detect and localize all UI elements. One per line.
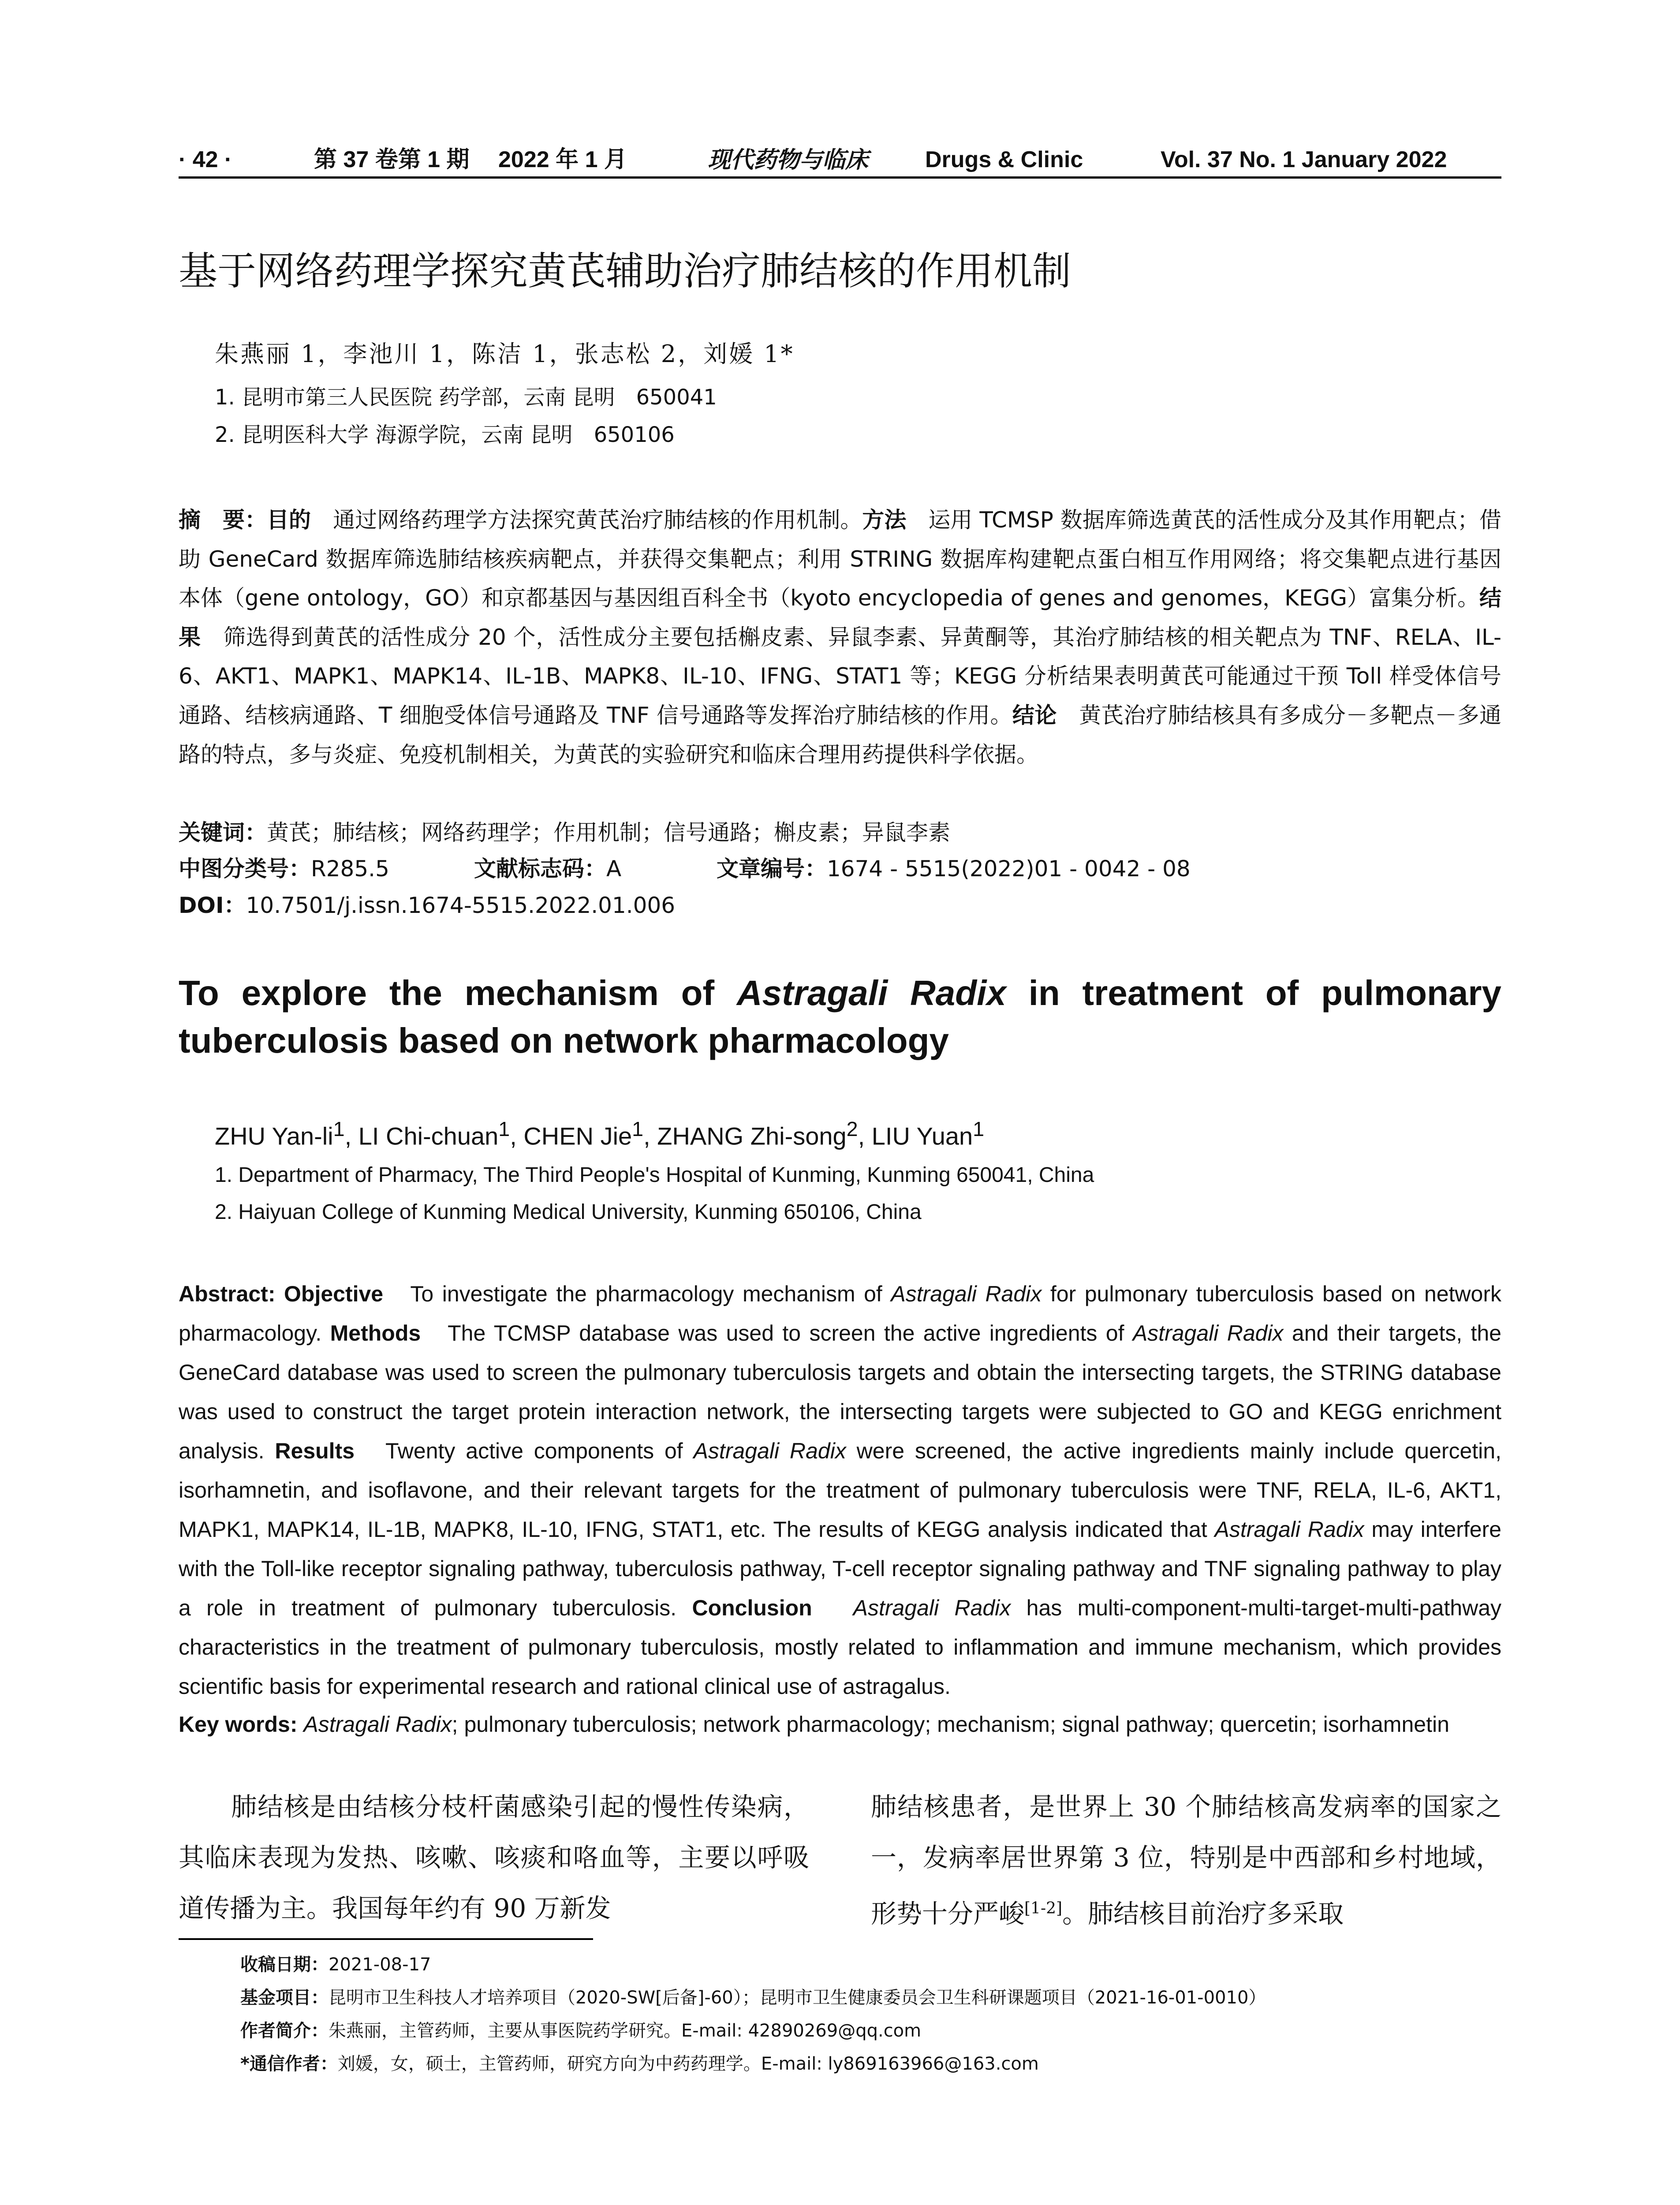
keywords-en-label: Key words: (179, 1712, 304, 1737)
results-text: 筛选得到黄芪的活性成分 20 个，活性成分主要包括槲皮素、异鼠李素、异黄酮等，其治疗肺结核的相关靶点为 TNF、RELA、IL-6、AKT1、MAPK1、MAPK14、IL-1B、MAPK8、IL-10、IFNG、STAT1 等；KEGG 分析结果表明黄芪可能通过干预 Toll 样受体信号通路、结核病通路、T 细胞受体信号通路及 TNF 信号通路等发挥治疗肺结核的作用。 (179, 624, 1502, 728)
citation-ref: [1-2] (1024, 1899, 1063, 1917)
author-en: LIU Yuan (871, 1122, 973, 1150)
author-sep: , (344, 1122, 358, 1150)
doc-label: 文献标志码： (474, 856, 606, 882)
results-en-text: Twenty active components of (355, 1439, 694, 1463)
author-bio-text: 朱燕丽，主管药师，主要从事医院药学研究。E-mail: 42890269@qq.com (329, 2021, 922, 2041)
latin-name: Astragali Radix (1132, 1321, 1284, 1345)
affiliation-en-2: 2. Haiyuan College of Kunming Medical University, Kunming 650106, China (215, 1200, 922, 1224)
title-en-part1: To explore the mechanism of (179, 973, 737, 1013)
author-bio-label: 作者简介： (240, 2021, 329, 2041)
title-en-latin: Astragali Radix (736, 973, 1006, 1013)
article-number (717, 851, 1191, 886)
article-value: 1674 - 5515(2022)01 - 0042 - 08 (827, 856, 1191, 882)
methods-text: 运用 TCMSP 数据库筛选黄芪的活性成分及其作用靶点；借助 GeneCard 数据库筛选肺结核疾病靶点，并获得交集靶点；利用 STRING 数据库构建靶点蛋白相互作用网络；将交集靶点进行基因本体（gene ontology，GO）和京都基因与基因组百科全书（kyoto encyclopedia of genes and genomes，KEGG）富集分析。 (179, 507, 1502, 611)
authors-cn: 朱燕丽 1，李池川 1，陈洁 1，张志松 2，刘媛 1* (215, 340, 795, 368)
objective-en-text: for pulmonary tuberculosis based on network pharmacology. (179, 1282, 1501, 1345)
received-label: 收稿日期： (240, 1955, 329, 1975)
article-label: 文章编号： (717, 856, 827, 882)
body-text: 。肺结核目前治疗多采取 (1062, 1899, 1344, 1929)
keywords-cn-text: 黄芪；肺结核；网络药理学；作用机制；信号通路；槲皮素；异鼠李素 (267, 820, 950, 845)
author-en-sup: 1 (632, 1117, 644, 1140)
corresponding-text: 刘媛，女，硕士，主管药师，研究方向为中药药理学。E-mail: ly869163966@163.com (337, 2054, 1039, 2074)
conclusion-en-label: Conclusion (692, 1596, 812, 1620)
objective-label: 目的 (267, 507, 311, 533)
objective-text: 通过网络药理学方法探究黄芪治疗肺结核的作用机制。 (311, 507, 862, 533)
footnote-fund (240, 1984, 1266, 2011)
clc-label: 中图分类号： (179, 856, 311, 882)
title-en-part2: in treatment of pulmonary tuberculosis based on network pharmacology (179, 973, 1502, 1060)
methods-en-text: and their targets, the GeneCard database was used to screen the pulmonary tuberculosis targets and obtain the intersecting targets, the STRING database was used to construct the target protein interaction network, the intersecting targets were subjected to GO and KEGG enrichment analysis. (179, 1321, 1501, 1463)
title-en (179, 969, 1501, 1065)
fund-text: 昆明市卫生科技人才培养项目（2020-SW[后备]-60）；昆明市卫生健康委员会卫生科研课题项目（2021-16-01-0010） (329, 1988, 1266, 2008)
classification-line (179, 851, 389, 886)
fund-label: 基金项目： (240, 1988, 329, 2008)
title-cn: 基于网络药理学探究黄芪辅助治疗肺结核的作用机制 (179, 248, 1071, 294)
results-en-text: were screened, the active ingredients mainly include quercetin, isorhamnetin, and isoflavone, and their relevant targets for the treatment of pulmonary tuberculosis were TNF, RELA, IL-6, AKT1, MAPK1, MAPK14, IL-1B, MAPK8, IL-10, IFNG, STAT1, etc. The results of KEGG analysis indicated that (179, 1439, 1501, 1542)
volume-cn: 第 37 卷第 1 期 (314, 147, 470, 172)
doc-code (474, 851, 621, 886)
affiliation-cn-1: 1. 昆明市第三人民医院 药学部，云南 昆明 650041 (215, 385, 717, 410)
methods-en-text: The TCMSP database was used to screen the active ingredients of (421, 1321, 1133, 1345)
author-en-sup: 1 (498, 1117, 510, 1140)
latin-name: Astragali Radix (693, 1439, 846, 1463)
keywords-en-text: ; pulmonary tuberculosis; network pharmacology; mechanism; signal pathway; quercetin; isorhamnetin (452, 1712, 1449, 1737)
doi-value: 10.7501/j.issn.1674-5515.2022.01.006 (246, 893, 676, 918)
author-en-sup: 1 (973, 1117, 985, 1140)
affiliation-en-1: 1. Department of Pharmacy, The Third People's Hospital of Kunming, Kunming 650041, China (215, 1163, 1094, 1187)
date-cn: 2022 年 1 月 (498, 147, 627, 172)
results-label: 结果 (179, 585, 1501, 650)
footnote-rule (179, 1938, 593, 1940)
doc-value: A (606, 856, 622, 882)
abstract-en-label: Abstract: (179, 1282, 284, 1306)
keywords-cn (179, 815, 950, 850)
journal-name-cn: 现代药物与临床 (708, 146, 869, 173)
author-en: CHEN Jie (523, 1122, 632, 1150)
footnote-author (240, 2018, 921, 2044)
author-en: ZHANG Zhi-song (657, 1122, 847, 1150)
corresponding-label: *通信作者： (240, 2054, 338, 2074)
conclusion-text: 黄芪治疗肺结核具有多成分－多靶点－多通路的特点，多与炎症、免疫机制相关，为黄芪的实验研究和临床合理用药提供科学依据。 (179, 702, 1502, 767)
author-sep: , (510, 1122, 524, 1150)
body-text: 肺结核患者，是世界上 30 个肺结核高发病率的国家之一，发病率居世界第 3 位，特别是中西部和乡村地域，形势十分严峻 (871, 1792, 1501, 1929)
author-en-sup: 2 (846, 1117, 858, 1140)
results-en-text: may interfere with the Toll-like receptor signaling pathway, tuberculosis pathway, T-cell receptor signaling pathway and TNF signaling pathway to play a role in treatment of pulmonary tuberculosis. (179, 1517, 1501, 1620)
methods-label: 方法 (862, 507, 907, 533)
results-en-label: Results (275, 1439, 355, 1463)
abstract-cn (179, 501, 1501, 774)
journal-name-en: Drugs & Clinic (925, 147, 1083, 172)
affiliation-cn-2: 2. 昆明医科大学 海源学院，云南 昆明 650106 (215, 422, 675, 447)
abstract-label: 摘 要： (179, 507, 267, 533)
conclusion-label: 结论 (1012, 702, 1057, 728)
latin-name: Astragali Radix (853, 1596, 1011, 1620)
authors-en (215, 1111, 984, 1154)
received-date: 2021-08-17 (329, 1955, 431, 1975)
conclusion-en-text (812, 1596, 853, 1620)
author-sep: , (858, 1122, 872, 1150)
body-column-right (871, 1782, 1501, 1939)
doi (179, 888, 675, 923)
doi-label: DOI： (179, 893, 246, 918)
abstract-en (179, 1274, 1501, 1706)
latin-name: Astragali Radix (891, 1282, 1042, 1306)
clc-value: R285.5 (311, 856, 389, 882)
page-number: · 42 · (179, 147, 232, 172)
body-column-left: 肺结核是由结核分枝杆菌感染引起的慢性传染病，其临床表现为发热、咳嗽、咳痰和咯血等，主要以呼吸道传播为主。我国每年约有 90 万新发 (179, 1792, 809, 1923)
keywords-cn-label: 关键词： (179, 820, 267, 845)
footnote-corresponding (240, 2051, 1039, 2077)
volume-en: Vol. 37 No. 1 January 2022 (1161, 147, 1447, 172)
objective-en-label: Objective (284, 1282, 384, 1306)
keywords-en (179, 1707, 1449, 1742)
keywords-en-latin: Astragali Radix (303, 1712, 452, 1737)
objective-en-text: To investigate the pharmacology mechanism of (383, 1282, 891, 1306)
author-en-sup: 1 (333, 1117, 345, 1140)
author-en: LI Chi-chuan (358, 1122, 499, 1150)
author-en: ZHU Yan-li (215, 1122, 333, 1150)
author-sep: , (643, 1122, 657, 1150)
methods-en-label: Methods (330, 1321, 421, 1345)
footnote-received (240, 1951, 431, 1978)
conclusion-en-text: has multi-component-multi-target-multi-pathway characteristics in the treatment of pulmonary tuberculosis, mostly related to inflammation and immune mechanism, which provides scientific basis for experimental research and rational clinical use of astragalus. (179, 1596, 1502, 1699)
latin-name: Astragali Radix (1214, 1517, 1364, 1542)
header-rule (179, 176, 1501, 179)
